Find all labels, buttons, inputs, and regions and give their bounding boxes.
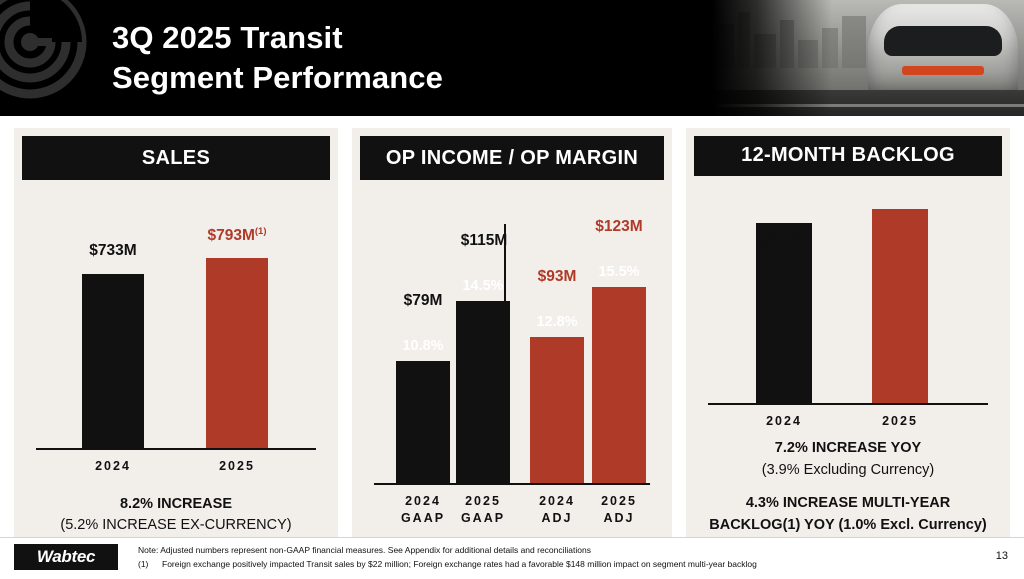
bar-backlog-2025	[872, 209, 928, 403]
footer-note-1: Foreign exchange positively impacted Transit sales by $22 million; Foreign exchange rates had a favorable $148 million impact on segment multi-year backlog	[162, 559, 757, 570]
slide-footer	[0, 537, 1024, 579]
tick-op-2025-adj: 2025 ADJ	[601, 494, 637, 525]
bar-backlog-2024	[756, 223, 812, 403]
bar-op-2024-gaap	[396, 361, 450, 483]
bar-label-op-2025-adj: $123M	[595, 218, 643, 235]
bar-label-backlog-2024: $2.04B	[759, 231, 809, 249]
bar-op-2025-adj	[592, 287, 646, 483]
page-number: 13	[995, 550, 1008, 562]
backlog-note-4: BACKLOG(1) YOY (1.0% Excl. Currency)	[709, 517, 987, 534]
slide-header	[0, 0, 1024, 116]
bar-sales-2025	[206, 258, 268, 448]
tick-sales-2024: 2024	[95, 458, 131, 473]
bar-label-op-2024-gaap: $79M	[403, 292, 443, 309]
bar-op-2025-gaap	[456, 301, 510, 483]
tick-sales-2025: 2025	[219, 458, 255, 473]
panel-sales-notes	[14, 490, 338, 538]
panel-backlog-plot	[686, 176, 1010, 406]
panel-sales	[14, 128, 338, 537]
tick-op-2025-gaap: 2025 GAAP	[460, 494, 506, 525]
bar-label-sales-2024: $733M	[89, 242, 137, 259]
panel-backlog-notes	[686, 436, 1010, 537]
footer-notes	[138, 543, 757, 572]
backlog-note-1: 7.2% INCREASE YOY	[774, 439, 922, 456]
sales-note-2: (5.2% INCREASE EX-CURRENCY)	[60, 517, 292, 534]
tick-backlog-2025: 2025	[882, 414, 918, 429]
bar-label-op-2024-adj: $93M	[537, 268, 577, 285]
panel-sales-plot	[14, 180, 338, 450]
backlog-note-3: 4.3% INCREASE MULTI-YEAR	[745, 495, 951, 512]
panel-backlog	[686, 128, 1010, 537]
bar-label-backlog-2025: $2.18B	[875, 217, 925, 235]
bar-margin-op-2025-adj: 15.5%	[598, 264, 640, 280]
bar-label-sales-2025: $\$793M^{(1)}$	[207, 226, 267, 245]
page-title	[112, 18, 443, 97]
page-title-line1: 3Q 2025 Transit	[112, 20, 343, 55]
panel-op-income-plot	[352, 180, 672, 485]
bar-sales-2024	[82, 274, 144, 448]
backlog-note-2: (3.9% Excluding Currency)	[761, 461, 935, 478]
tick-op-2024-adj: 2024 ADJ	[539, 494, 575, 525]
bar-label-op-2025-gaap: $115M	[460, 232, 508, 249]
footer-note-number: (1)	[138, 559, 149, 570]
panel-op-income	[352, 128, 672, 537]
panel-backlog-title: 12-MONTH BACKLOG	[694, 136, 1002, 176]
sales-note-1: 8.2% INCREASE	[119, 495, 232, 512]
tick-backlog-2024: 2024	[766, 414, 802, 429]
panel-op-income-title: OP INCOME / OP MARGIN	[360, 136, 664, 180]
page-title-line2: Segment Performance	[112, 59, 443, 95]
header-photo	[712, 0, 1024, 116]
footer-note-main: Note: Adjusted numbers represent non-GAAP financial measures. See Appendix for additional details and reconciliations	[138, 545, 591, 555]
bar-op-2024-adj	[530, 337, 584, 483]
bar-margin-op-2024-gaap: 10.8%	[402, 338, 444, 354]
bar-margin-op-2024-adj: 12.8%	[536, 314, 578, 330]
tick-op-2024-gaap: 2024 GAAP	[400, 494, 446, 525]
wabtec-wordmark: Wabtec	[14, 544, 118, 570]
charts-area	[0, 116, 1024, 537]
bar-margin-op-2025-gaap: 14.5%	[462, 278, 504, 294]
panel-sales-title: SALES	[22, 136, 330, 180]
